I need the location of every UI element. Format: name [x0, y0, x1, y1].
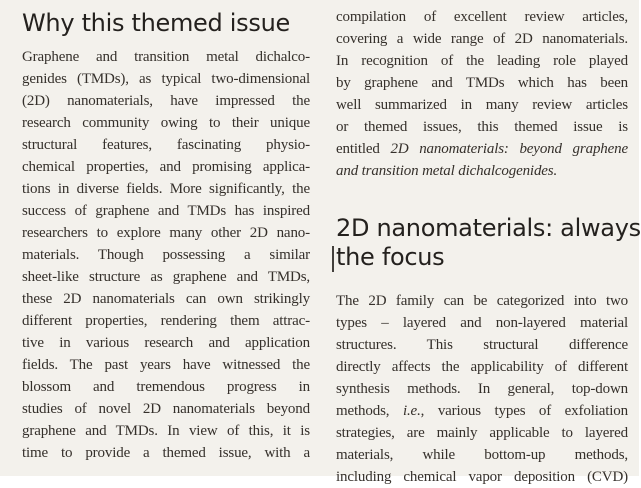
- text-segment: covering a wide range of 2D nanomaterials.: [336, 31, 628, 47]
- text-line: [22, 266, 310, 288]
- text-segment: synthesis methods. In general, top-down: [336, 381, 628, 397]
- text-line: [336, 214, 641, 243]
- text-line: [22, 310, 310, 332]
- text-segment: blossom and tremendous progress in: [22, 379, 310, 395]
- text-segment: well summarized in many review articles: [336, 97, 628, 113]
- text-line: [336, 422, 628, 444]
- text-line: [22, 354, 310, 376]
- text-segment: tive in various research and application: [22, 335, 310, 351]
- text-segment: tions in diverse fields. More significantly, the: [22, 181, 310, 197]
- text-line: [336, 356, 628, 378]
- text-segment: structures. This structural difference: [336, 337, 628, 353]
- text-line: [336, 94, 628, 116]
- text-segment: , various types of exfoliation: [420, 403, 629, 419]
- text-segment: entitled: [336, 141, 391, 157]
- section-heading-why-this-themed-issue: Why this themed issue: [22, 9, 290, 37]
- left-column-paragraph: [22, 46, 310, 464]
- italic-text-segment: and transition metal dichalcogenides.: [336, 163, 558, 179]
- text-segment: In recognition of the leading role played: [336, 53, 628, 69]
- text-segment: sheet-like structure as graphene and TMDs,: [22, 269, 310, 285]
- text-line: [22, 112, 310, 134]
- text-segment: materials. Though possessing a similar: [22, 247, 310, 263]
- text-line: [336, 6, 628, 28]
- text-segment: studies of novel 2D nanomaterials beyond: [22, 401, 310, 417]
- right-column: [336, 6, 641, 485]
- text-segment: fields. The past years have witnessed the: [22, 357, 310, 373]
- text-segment: methods,: [336, 403, 403, 419]
- text-segment: chemical properties, and promising applica-: [22, 159, 310, 175]
- text-line: [336, 466, 628, 488]
- text-line: [336, 243, 628, 272]
- right-column-paragraph-1: [336, 6, 628, 182]
- text-line: [22, 90, 310, 112]
- right-column-paragraph-2: [336, 290, 628, 488]
- text-segment: materials, while bottom-up methods,: [336, 447, 628, 463]
- left-column: [22, 8, 310, 476]
- text-line: [22, 244, 310, 266]
- text-segment: (2D) nanomaterials, have impressed the: [22, 93, 310, 109]
- text-line: [336, 334, 628, 356]
- text-line: [336, 290, 628, 312]
- text-segment: strategies, are mainly applicable to layered: [336, 425, 628, 441]
- italic-text-segment: 2D nanomaterials: beyond graphene: [390, 141, 629, 157]
- text-line: [336, 72, 628, 94]
- text-line: [336, 28, 628, 50]
- text-line: [22, 156, 310, 178]
- text-segment: structural features, fascinating physio-: [22, 137, 310, 153]
- text-line: [22, 178, 310, 200]
- text-segment: directly affects the applicability of different: [336, 359, 628, 375]
- text-cursor-icon: [332, 246, 334, 272]
- text-segment: researchers to explore many other 2D nano-: [22, 225, 310, 241]
- text-segment: these 2D nanomaterials can own strikingly: [22, 291, 310, 307]
- text-line: [336, 138, 628, 160]
- text-segment: 2D nanomaterials: always: [336, 214, 641, 242]
- italic-text-segment: i.e.: [402, 403, 421, 419]
- text-line: [22, 376, 310, 398]
- text-segment: genides (TMDs), as typical two-dimensional: [22, 71, 310, 87]
- text-segment: time to provide a themed issue, with a: [22, 445, 310, 461]
- text-line: [22, 398, 310, 420]
- text-line: [22, 200, 310, 222]
- text-line: [336, 400, 628, 422]
- text-segment: compilation of excellent review articles,: [336, 9, 628, 25]
- text-segment: types – layered and non-layered material: [336, 315, 628, 331]
- text-segment: The 2D family can be categorized into two: [336, 293, 628, 309]
- text-segment: or themed issues, this themed issue is: [336, 119, 628, 135]
- text-segment: the focus: [336, 243, 445, 271]
- section-heading-2d-nanomaterials: [336, 214, 641, 272]
- text-line: [22, 134, 310, 156]
- text-segment: by graphene and TMDs which has been: [336, 75, 628, 91]
- text-line: [336, 444, 628, 466]
- text-line: [336, 378, 628, 400]
- text-segment: research community owing to their unique: [22, 115, 310, 131]
- text-segment: different properties, rendering them attrac-: [22, 313, 310, 329]
- text-line: [22, 420, 310, 442]
- text-line: [22, 46, 310, 68]
- text-line: [336, 160, 628, 182]
- text-line: [336, 50, 628, 72]
- text-line: [336, 116, 628, 138]
- text-segment: success of graphene and TMDs has inspired: [22, 203, 310, 219]
- text-line: [22, 288, 310, 310]
- text-line: [336, 312, 628, 334]
- text-segment: graphene and TMDs. In view of this, it is: [22, 423, 310, 439]
- text-segment: Graphene and transition metal dichalco-: [22, 49, 310, 65]
- text-segment: including chemical vapor deposition (CVD): [336, 469, 628, 485]
- text-line: [22, 222, 310, 244]
- text-line: [22, 332, 310, 354]
- text-line: [22, 442, 310, 464]
- text-line: [22, 68, 310, 90]
